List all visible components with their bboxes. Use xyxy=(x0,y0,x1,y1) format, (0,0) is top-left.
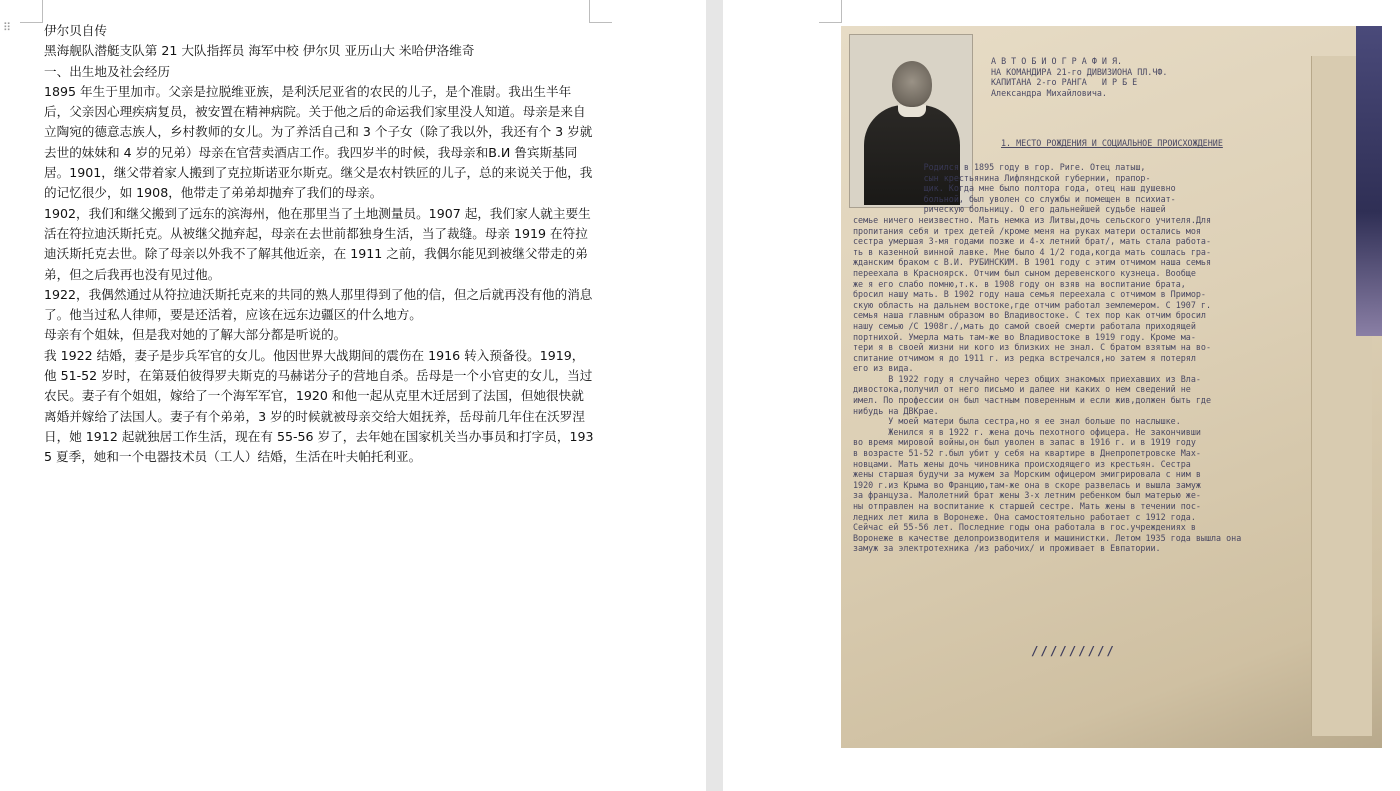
paragraph: 母亲有个姐妹，但是我对她的了解大部分都是听说的。 xyxy=(44,327,347,343)
typed-body-text: Родился в 1895 году в гор. Риге. Отец латыш, сын крестьянина Лифляндской губернии, прапор- щик. Когда мне было полтора года, отец наш душевно больной, был уволен со службы и помещен в психиат- рическую больницу. О его дальнейшей судьбе нашей семье ничего неизвестно. Мать немка из Литвы,дочь сельского учителя.Для пропитания себя и трех детей /кроме меня на руках матери остались моя сестра умершая 3-мя годами позже и 4-х летний брат/, мать стала работа- ть в казенной винной лавке. Мне было 4 1/2 года,когда мать сошлась гра- жданским браком с В.И. РУБИНСКИМ. В 1901 году с этим отчимом наша семья переехала в Красноярск. Отчим был сыном деревенского кузнеца. Вообще же я его слабо помню,т.к. в 1908 году он взяв на воспитание брата, бросил нашу мать. В 1902 году наша семья переехала с отчимом в Примор- скую область на дальнем востоке,где отчим работал землемером. С 1907 г. семья наша главным образом во Владивостоке. С тех пор как отчим бросил нашу семью /С 1908г./,мать до самой своей смерти работала приходящей портнихой. Умерла мать там-же во Владивостоке в 1919 году. Кроме ма- тери я в своей жизни ни кого из близких не знал. С братом взятым на во- спитание отчимом я до 1911 г. из редка встречался,но затем я потерял его из вида. В 1922 году я случайно через общих знакомых приехавших из Вла- дивостока,получил от него письмо и далее ни каких о нем сведений не имел. По профессии он был частным поверенным и если жив,должен быть где нибудь на ДВКрае. У моей матери была сестра,но я ее знал больше по наслышке. Женился я в 1922 г. жена дочь пехотного офицера. Не закончивши во время мировой войны,он был уволен в запас в 1916 г. и в 1919 году в возрасте 51-52 г.был убит у себя на квартире в Днепропетровске Мах- новцами. Мать жены дочь чиновника происходящего из крестьян. Сестра жены старшая будучи за мужем за Морским офицером эмигрировала с ним в 1920 г.из Крыма во Францию,там-же она в скоре развелась и вышла замуж за француза. Малолетний брат жены 3-х летним ребенком был матерью же- ны отправлен на воспитание к старшей сестре. Мать жены в течении пос- ледних лет жила в Воронеже. Она самостоятельно работает с 1912 года. Сейчас ей 55-56 лет. Последние годы она работала в гос.учреждениях в Воронеже в качестве делопроизводителя и машинистки. Летом 1935 года вышла она замуж за электротехника /из рабочих/ и проживает в Евпатории. xyxy=(853,162,1242,554)
crop-mark-top-left xyxy=(20,0,43,23)
portrait-head xyxy=(892,61,932,107)
typed-end-marks: ///////// xyxy=(1031,646,1116,657)
crop-mark-top-right xyxy=(589,0,612,23)
section-heading: 一、出生地及社会经历 xyxy=(44,63,170,79)
document-page-right xyxy=(723,0,1400,791)
paragraph: 1895 年生于里加市。父亲是拉脱维亚族，是利沃尼亚省的农民的儿子，是个准尉。我出生半年后，父亲因心理疾病复员，被安置在精神病院。关于他之后的命运我们家里没人知道。母亲是来自立陶宛的德意志族人，乡村教师的女儿。为了养活自己和 3 个子女（除了我以外，我还有个 3 岁就去世的妹妹和 4 岁的兄弟）母亲在官营卖酒店工作。我四岁半的时候，我母亲和В.И 鲁宾斯基同居。1901，继父带着家人搬到了克拉斯诺亚尔斯克。继父是农村铁匠的儿子，总的来说关于他，我的记忆很少，如 1908，他带走了弟弟却抛弃了我们的母亲。 xyxy=(44,83,593,201)
document-body[interactable] xyxy=(44,21,596,468)
typed-section-heading: 1. МЕСТО РОЖДЕНИЯ И СОЦИАЛЬНОЕ ПРОИСХОЖДЕНИЕ xyxy=(1001,138,1223,148)
paragraph: 1922，我偶然通过从符拉迪沃斯托克来的共同的熟人那里得到了他的信，但之后就再没有他的消息了。他当过私人律师，要是还活着，应该在远东边疆区的什么地方。 xyxy=(44,286,593,323)
crop-mark-top-left xyxy=(819,0,842,23)
typed-header: А В Т О Б И О Г Р А Ф И Я. НА КОМАНДИРА 21-го ДИВИЗИОНА ПЛ.ЧФ. КАПИТАНА 2-го РАНГА И Р Б Е Александра Михайловича. xyxy=(991,56,1168,98)
scanned-document-image[interactable] xyxy=(841,26,1382,748)
paragraph: 我 1922 结婚，妻子是步兵军官的女儿。他因世界大战期间的震伤在 1916 转入预备役。1919，他 51-52 岁时，在第聂伯彼得罗夫斯克的马赫诺分子的营地自杀。岳母是一个小官吏的女儿，当过农民。妻子有个姐姐，嫁给了一个海军军官，1920 和他一起从克里木迁居到了法国，但她很快就离婚并嫁给了法国人。妻子有个弟弟，3 岁的时候就被母亲交给大姐抚养，岳母前几年住在沃罗涅日，她 1912 起就独居工作生活，现在有 55-56 岁了，去年她在国家机关当办事员和打字员，1935 夏季，她和一个电器技术员（工人）结婚，生活在叶夫帕托利亚。 xyxy=(44,347,594,465)
document-subtitle: 黑海舰队潜艇支队第 21 大队指挥员 海军中校 伊尔贝 亚历山大 米哈伊洛维奇 xyxy=(44,43,475,59)
drag-handle-icon[interactable]: ⠿ xyxy=(3,21,11,34)
background-edge xyxy=(1356,26,1382,336)
paragraph: 1902，我们和继父搬到了远东的滨海州，他在那里当了土地测量员。1907 起，我们家人就主要生活在符拉迪沃斯托克。从被继父抛弃起，母亲在去世前都独身生活，当了裁缝。母亲 1919 在符拉迪沃斯托克去世。除了母亲以外我不了解其他近亲，在 1911 之前，我偶尔能见到被继父带走的弟弟，但之后我再也没有见过他。 xyxy=(44,205,591,282)
document-title: 伊尔贝自传 xyxy=(44,23,107,38)
